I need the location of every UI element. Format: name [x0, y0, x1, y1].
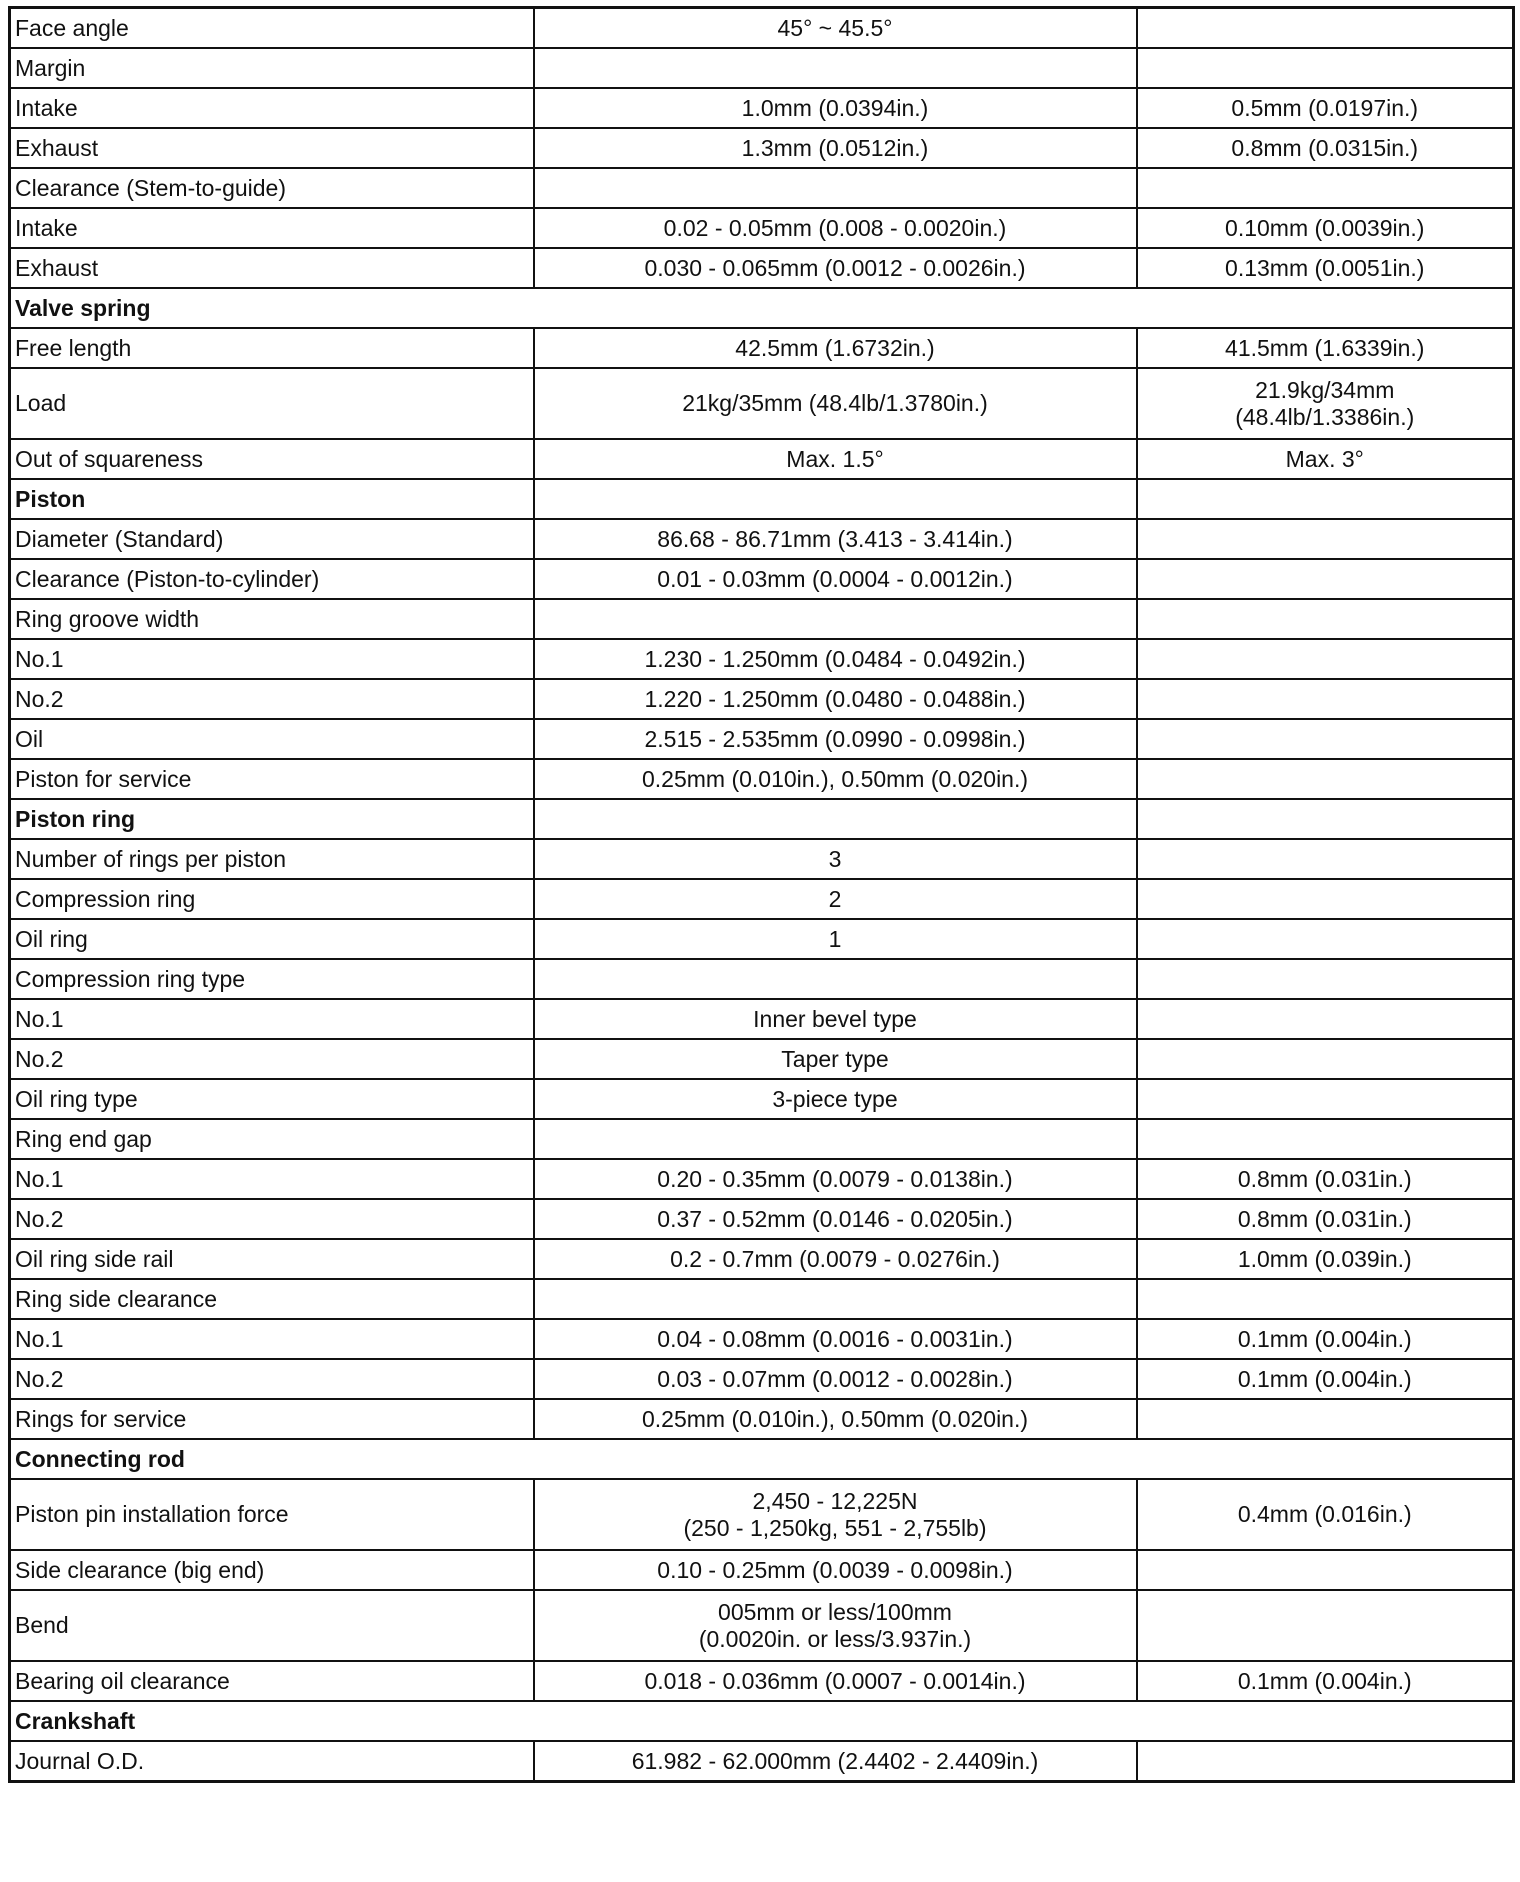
limit-value: 0.4mm (0.016in.)	[1137, 1479, 1514, 1550]
standard-value: 61.982 - 62.000mm (2.4402 - 2.4409in.)	[534, 1741, 1137, 1782]
limit-value	[1137, 639, 1514, 679]
standard-value: 1.3mm (0.0512in.)	[534, 128, 1137, 168]
standard-value: 3-piece type	[534, 1079, 1137, 1119]
spec-label: Piston pin installation force	[10, 1479, 534, 1550]
limit-value	[1137, 1079, 1514, 1119]
limit-value	[1137, 919, 1514, 959]
spec-label: Side clearance (big end)	[10, 1550, 534, 1590]
spec-row	[10, 479, 1514, 519]
limit-value: 0.1mm (0.004in.)	[1137, 1359, 1514, 1399]
spec-label: Exhaust	[10, 248, 534, 288]
spec-label: Oil ring type	[10, 1079, 534, 1119]
spec-label: Clearance (Stem-to-guide)	[10, 168, 534, 208]
spec-label: Journal O.D.	[10, 1741, 534, 1782]
spec-label: Oil ring	[10, 919, 534, 959]
limit-value	[1137, 559, 1514, 599]
spec-row	[10, 919, 1514, 959]
limit-value	[1137, 1039, 1514, 1079]
standard-value	[534, 799, 1137, 839]
spec-row	[10, 439, 1514, 479]
limit-value	[1137, 519, 1514, 559]
spec-row	[10, 168, 1514, 208]
spec-label: Clearance (Piston-to-cylinder)	[10, 559, 534, 599]
spec-label: Oil ring side rail	[10, 1239, 534, 1279]
limit-value: 0.8mm (0.0315in.)	[1137, 128, 1514, 168]
spec-row	[10, 599, 1514, 639]
limit-value	[1137, 999, 1514, 1039]
standard-value: 1.220 - 1.250mm (0.0480 - 0.0488in.)	[534, 679, 1137, 719]
spec-row	[10, 839, 1514, 879]
spec-row	[10, 128, 1514, 168]
limit-value	[1137, 1399, 1514, 1439]
limit-value	[1137, 1741, 1514, 1782]
spec-row	[10, 999, 1514, 1039]
limit-value	[1137, 1279, 1514, 1319]
standard-value: 42.5mm (1.6732in.)	[534, 328, 1137, 368]
spec-row	[10, 368, 1514, 439]
standard-value: Taper type	[534, 1039, 1137, 1079]
standard-value: 1	[534, 919, 1137, 959]
spec-row	[10, 559, 1514, 599]
spec-label: Free length	[10, 328, 534, 368]
spec-row	[10, 719, 1514, 759]
spec-label: Diameter (Standard)	[10, 519, 534, 559]
standard-value	[534, 479, 1137, 519]
spec-label: Margin	[10, 48, 534, 88]
spec-label: No.2	[10, 1199, 534, 1239]
spec-label: Compression ring type	[10, 959, 534, 999]
spec-label: Ring groove width	[10, 599, 534, 639]
spec-row	[10, 799, 1514, 839]
spec-label: Load	[10, 368, 534, 439]
standard-value: 0.02 - 0.05mm (0.008 - 0.0020in.)	[534, 208, 1137, 248]
spec-label: Bearing oil clearance	[10, 1661, 534, 1701]
standard-value: 005mm or less/100mm (0.0020in. or less/3.937in.)	[534, 1590, 1137, 1661]
standard-value: 3	[534, 839, 1137, 879]
limit-value: 0.5mm (0.0197in.)	[1137, 88, 1514, 128]
limit-value	[1137, 1590, 1514, 1661]
spec-row	[10, 879, 1514, 919]
standard-value: 2	[534, 879, 1137, 919]
limit-value	[1137, 679, 1514, 719]
limit-value	[1137, 8, 1514, 49]
spec-row	[10, 1359, 1514, 1399]
spec-row	[10, 1119, 1514, 1159]
spec-label: Out of squareness	[10, 439, 534, 479]
spec-row	[10, 679, 1514, 719]
standard-value: Inner bevel type	[534, 999, 1137, 1039]
limit-value	[1137, 879, 1514, 919]
spec-row	[10, 248, 1514, 288]
standard-value: 1.230 - 1.250mm (0.0484 - 0.0492in.)	[534, 639, 1137, 679]
spec-row	[10, 1039, 1514, 1079]
spec-label: Face angle	[10, 8, 534, 49]
limit-value: 0.1mm (0.004in.)	[1137, 1661, 1514, 1701]
limit-value: 21.9kg/34mm (48.4lb/1.3386in.)	[1137, 368, 1514, 439]
spec-label: Compression ring	[10, 879, 534, 919]
standard-value: 86.68 - 86.71mm (3.413 - 3.414in.)	[534, 519, 1137, 559]
limit-value: 1.0mm (0.039in.)	[1137, 1239, 1514, 1279]
spec-row	[10, 639, 1514, 679]
limit-value	[1137, 719, 1514, 759]
spec-label: Number of rings per piston	[10, 839, 534, 879]
limit-value	[1137, 1119, 1514, 1159]
limit-value: 0.10mm (0.0039in.)	[1137, 208, 1514, 248]
spec-label: No.1	[10, 1159, 534, 1199]
standard-value: 2,450 - 12,225N (250 - 1,250kg, 551 - 2,755lb)	[534, 1479, 1137, 1550]
spec-label: No.2	[10, 679, 534, 719]
spec-table	[8, 6, 1515, 1783]
limit-value: Max. 3°	[1137, 439, 1514, 479]
standard-value: 0.2 - 0.7mm (0.0079 - 0.0276in.)	[534, 1239, 1137, 1279]
standard-value: 0.04 - 0.08mm (0.0016 - 0.0031in.)	[534, 1319, 1137, 1359]
standard-value: 0.25mm (0.010in.), 0.50mm (0.020in.)	[534, 759, 1137, 799]
spec-label: Rings for service	[10, 1399, 534, 1439]
spec-label: No.1	[10, 999, 534, 1039]
spec-row	[10, 8, 1514, 49]
standard-value	[534, 168, 1137, 208]
limit-value: 0.8mm (0.031in.)	[1137, 1159, 1514, 1199]
spec-row	[10, 1741, 1514, 1782]
spec-row	[10, 1479, 1514, 1550]
spec-row	[10, 48, 1514, 88]
spec-row	[10, 519, 1514, 559]
spec-row	[10, 759, 1514, 799]
spec-row	[10, 1199, 1514, 1239]
limit-value	[1137, 599, 1514, 639]
standard-value: 0.01 - 0.03mm (0.0004 - 0.0012in.)	[534, 559, 1137, 599]
spec-row	[10, 1279, 1514, 1319]
spec-label: Piston ring	[10, 799, 534, 839]
standard-value	[534, 48, 1137, 88]
limit-value: 0.1mm (0.004in.)	[1137, 1319, 1514, 1359]
standard-value	[534, 1279, 1137, 1319]
spec-label: Piston	[10, 479, 534, 519]
standard-value: 0.10 - 0.25mm (0.0039 - 0.0098in.)	[534, 1550, 1137, 1590]
standard-value: 0.03 - 0.07mm (0.0012 - 0.0028in.)	[534, 1359, 1137, 1399]
limit-value	[1137, 799, 1514, 839]
spec-label: No.2	[10, 1039, 534, 1079]
spec-row	[10, 208, 1514, 248]
section-header-row	[10, 1701, 1514, 1741]
spec-row	[10, 1550, 1514, 1590]
section-title: Valve spring	[10, 288, 1514, 328]
standard-value	[534, 1119, 1137, 1159]
spec-label: Piston for service	[10, 759, 534, 799]
spec-label: Intake	[10, 208, 534, 248]
spec-row	[10, 1239, 1514, 1279]
section-header-row	[10, 1439, 1514, 1479]
standard-value	[534, 599, 1137, 639]
standard-value: 0.37 - 0.52mm (0.0146 - 0.0205in.)	[534, 1199, 1137, 1239]
spec-row	[10, 1319, 1514, 1359]
standard-value: 0.030 - 0.065mm (0.0012 - 0.0026in.)	[534, 248, 1137, 288]
spec-row	[10, 1079, 1514, 1119]
limit-value	[1137, 168, 1514, 208]
spec-row	[10, 88, 1514, 128]
spec-label: No.1	[10, 639, 534, 679]
standard-value: 0.25mm (0.010in.), 0.50mm (0.020in.)	[534, 1399, 1137, 1439]
spec-label: Oil	[10, 719, 534, 759]
section-title: Crankshaft	[10, 1701, 1514, 1741]
spec-label: Ring side clearance	[10, 1279, 534, 1319]
limit-value	[1137, 959, 1514, 999]
limit-value	[1137, 479, 1514, 519]
spec-label: Intake	[10, 88, 534, 128]
section-header-row	[10, 288, 1514, 328]
spec-row	[10, 959, 1514, 999]
limit-value	[1137, 48, 1514, 88]
limit-value	[1137, 759, 1514, 799]
section-title: Connecting rod	[10, 1439, 1514, 1479]
spec-label: Ring end gap	[10, 1119, 534, 1159]
limit-value: 0.13mm (0.0051in.)	[1137, 248, 1514, 288]
standard-value: Max. 1.5°	[534, 439, 1137, 479]
spec-label: No.2	[10, 1359, 534, 1399]
spec-row	[10, 1399, 1514, 1439]
limit-value	[1137, 839, 1514, 879]
spec-label: Bend	[10, 1590, 534, 1661]
spec-label: Exhaust	[10, 128, 534, 168]
standard-value: 0.018 - 0.036mm (0.0007 - 0.0014in.)	[534, 1661, 1137, 1701]
spec-label: No.1	[10, 1319, 534, 1359]
spec-table-body	[10, 8, 1514, 1782]
limit-value: 41.5mm (1.6339in.)	[1137, 328, 1514, 368]
standard-value	[534, 959, 1137, 999]
standard-value: 45° ~ 45.5°	[534, 8, 1137, 49]
standard-value: 2.515 - 2.535mm (0.0990 - 0.0998in.)	[534, 719, 1137, 759]
spec-row	[10, 1590, 1514, 1661]
standard-value: 1.0mm (0.0394in.)	[534, 88, 1137, 128]
limit-value: 0.8mm (0.031in.)	[1137, 1199, 1514, 1239]
limit-value	[1137, 1550, 1514, 1590]
standard-value: 0.20 - 0.35mm (0.0079 - 0.0138in.)	[534, 1159, 1137, 1199]
spec-row	[10, 328, 1514, 368]
spec-row	[10, 1661, 1514, 1701]
spec-row	[10, 1159, 1514, 1199]
standard-value: 21kg/35mm (48.4lb/1.3780in.)	[534, 368, 1137, 439]
